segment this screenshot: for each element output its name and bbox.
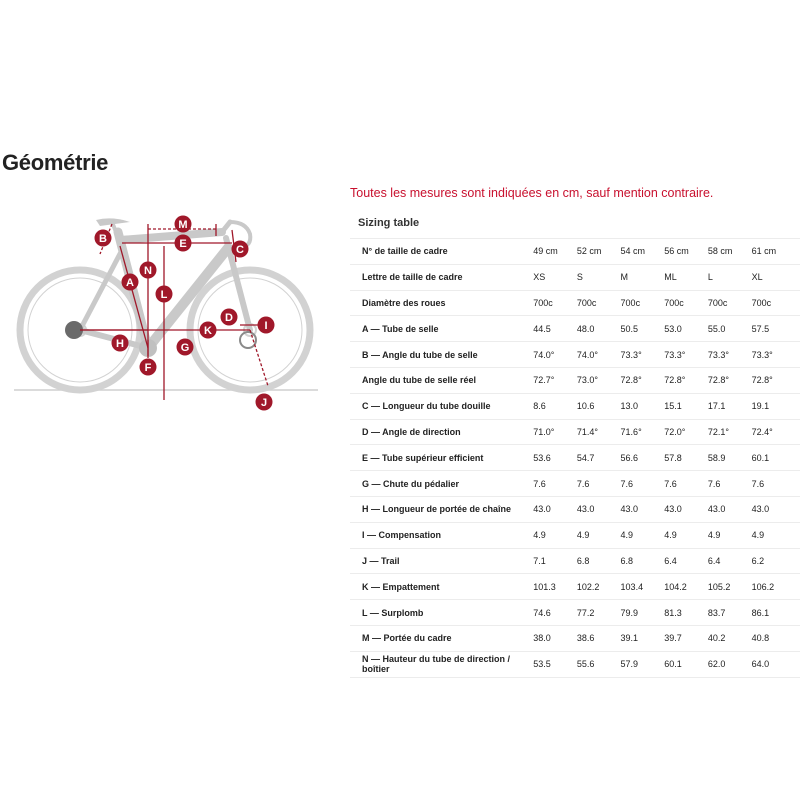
measurement-note: Toutes les mesures sont indiquées en cm, sauf mention contraire. [350, 186, 714, 200]
table-cell: 72.7° [533, 367, 577, 393]
table-cell: 60.1 [664, 651, 708, 677]
table-cell: 7.6 [708, 471, 752, 497]
table-cell: 55.6 [577, 651, 621, 677]
table-cell: 61 cm [752, 239, 800, 265]
table-cell: 72.4° [752, 419, 800, 445]
label-n [140, 262, 157, 279]
table-row [350, 316, 800, 342]
sizing-table [350, 238, 800, 678]
table-cell: 7.6 [577, 471, 621, 497]
table-cell: 103.4 [621, 574, 665, 600]
table-row [350, 393, 800, 419]
table-cell: 60.1 [752, 445, 800, 471]
row-label: Lettre de taille de cadre [350, 264, 533, 290]
table-cell: 43.0 [577, 496, 621, 522]
table-cell: 4.9 [708, 522, 752, 548]
table-cell: 4.9 [621, 522, 665, 548]
table-cell: 71.6° [621, 419, 665, 445]
table-row [350, 625, 800, 651]
table-cell: 700c [664, 290, 708, 316]
table-row [350, 496, 800, 522]
row-label: Diamètre des roues [350, 290, 533, 316]
table-row [350, 290, 800, 316]
table-cell: 106.2 [752, 574, 800, 600]
table-cell: 81.3 [664, 600, 708, 626]
table-cell: 73.0° [577, 367, 621, 393]
table-cell: 53.0 [664, 316, 708, 342]
table-cell: 73.3° [708, 342, 752, 368]
label-f [140, 359, 157, 376]
svg-text:H: H [116, 338, 124, 350]
table-row [350, 239, 800, 265]
table-cell: 6.4 [708, 548, 752, 574]
row-label: D — Angle de direction [350, 419, 533, 445]
row-label: C — Longueur du tube douille [350, 393, 533, 419]
table-cell: 101.3 [533, 574, 577, 600]
table-row [350, 600, 800, 626]
label-c [232, 241, 249, 258]
label-h [112, 335, 129, 352]
bike-geometry-diagram [0, 205, 330, 415]
table-cell: 43.0 [533, 496, 577, 522]
table-cell: 83.7 [708, 600, 752, 626]
table-cell: 53.5 [533, 651, 577, 677]
table-cell: 71.4° [577, 419, 621, 445]
svg-text:I: I [264, 320, 268, 332]
svg-text:M: M [178, 219, 188, 231]
table-cell: S [577, 264, 621, 290]
table-cell: 57.8 [664, 445, 708, 471]
table-cell: ML [664, 264, 708, 290]
table-cell: 54 cm [621, 239, 665, 265]
table-cell: 40.8 [752, 625, 800, 651]
table-cell: 57.5 [752, 316, 800, 342]
table-cell: 43.0 [708, 496, 752, 522]
table-cell: XL [752, 264, 800, 290]
label-k [200, 322, 217, 339]
table-cell: L [708, 264, 752, 290]
table-cell: 39.1 [621, 625, 665, 651]
table-cell: 52 cm [577, 239, 621, 265]
table-cell: 77.2 [577, 600, 621, 626]
table-cell: 4.9 [577, 522, 621, 548]
table-cell: 58.9 [708, 445, 752, 471]
row-label: A — Tube de selle [350, 316, 533, 342]
table-cell: 43.0 [664, 496, 708, 522]
table-cell: 86.1 [752, 600, 800, 626]
table-row [350, 574, 800, 600]
table-cell: 700c [621, 290, 665, 316]
svg-text:C: C [236, 244, 244, 256]
table-cell: 73.3° [752, 342, 800, 368]
page-title: Géométrie [2, 150, 109, 175]
table-cell: 19.1 [752, 393, 800, 419]
svg-text:N: N [144, 265, 152, 277]
table-cell: 104.2 [664, 574, 708, 600]
label-m [175, 216, 192, 233]
table-cell: 4.9 [533, 522, 577, 548]
row-label: G — Chute du pédalier [350, 471, 533, 497]
row-label: Angle du tube de selle réel [350, 367, 533, 393]
table-cell: 7.1 [533, 548, 577, 574]
table-cell: 105.2 [708, 574, 752, 600]
table-cell: 8.6 [533, 393, 577, 419]
row-label: I — Compensation [350, 522, 533, 548]
table-row [350, 264, 800, 290]
table-cell: 72.1° [708, 419, 752, 445]
table-row [350, 419, 800, 445]
table-row [350, 522, 800, 548]
svg-text:A: A [126, 277, 134, 289]
svg-text:F: F [144, 362, 152, 374]
table-cell: 71.0° [533, 419, 577, 445]
table-cell: 7.6 [533, 471, 577, 497]
svg-text:B: B [99, 233, 107, 245]
table-cell: 7.6 [752, 471, 800, 497]
table-cell: 72.8° [621, 367, 665, 393]
table-cell: 44.5 [533, 316, 577, 342]
table-cell: 49 cm [533, 239, 577, 265]
table-row [350, 342, 800, 368]
svg-text:J: J [260, 397, 268, 409]
table-row [350, 445, 800, 471]
label-d [221, 309, 238, 326]
label-e [175, 235, 192, 252]
table-cell: 53.6 [533, 445, 577, 471]
table-cell: M [621, 264, 665, 290]
table-cell: 73.3° [621, 342, 665, 368]
table-cell: 40.2 [708, 625, 752, 651]
table-cell: 74.6 [533, 600, 577, 626]
svg-text:K: K [204, 325, 212, 337]
row-label: K — Empattement [350, 574, 533, 600]
svg-text:L: L [160, 289, 168, 301]
table-cell: 48.0 [577, 316, 621, 342]
table-row [350, 471, 800, 497]
table-cell: 73.3° [664, 342, 708, 368]
table-cell: 57.9 [621, 651, 665, 677]
table-cell: 72.0° [664, 419, 708, 445]
table-cell: 72.8° [752, 367, 800, 393]
row-label: J — Trail [350, 548, 533, 574]
table-cell: 6.8 [621, 548, 665, 574]
table-cell: 700c [577, 290, 621, 316]
table-cell: 55.0 [708, 316, 752, 342]
table-cell: 54.7 [577, 445, 621, 471]
table-cell: XS [533, 264, 577, 290]
table-cell: 15.1 [664, 393, 708, 419]
svg-text:D: D [225, 312, 233, 324]
table-cell: 38.6 [577, 625, 621, 651]
table-cell: 700c [533, 290, 577, 316]
sizing-table-title: Sizing table [358, 217, 420, 229]
table-cell: 79.9 [621, 600, 665, 626]
table-cell: 700c [752, 290, 800, 316]
table-cell: 38.0 [533, 625, 577, 651]
row-label: M — Portée du cadre [350, 625, 533, 651]
table-cell: 7.6 [621, 471, 665, 497]
table-cell: 64.0 [752, 651, 800, 677]
row-label: L — Surplomb [350, 600, 533, 626]
table-cell: 6.8 [577, 548, 621, 574]
table-cell: 13.0 [621, 393, 665, 419]
table-cell: 58 cm [708, 239, 752, 265]
table-cell: 4.9 [752, 522, 800, 548]
row-label: B — Angle du tube de selle [350, 342, 533, 368]
row-label: N — Hauteur du tube de direction / boîtier [350, 651, 533, 677]
label-i [258, 317, 275, 334]
table-cell: 43.0 [621, 496, 665, 522]
table-cell: 74.0° [577, 342, 621, 368]
table-cell: 56.6 [621, 445, 665, 471]
table-cell: 17.1 [708, 393, 752, 419]
table-cell: 700c [708, 290, 752, 316]
table-cell: 7.6 [664, 471, 708, 497]
table-cell: 62.0 [708, 651, 752, 677]
svg-text:G: G [180, 342, 190, 354]
label-b [95, 230, 112, 247]
table-cell: 10.6 [577, 393, 621, 419]
label-l [156, 286, 173, 303]
table-cell: 4.9 [664, 522, 708, 548]
table-row [350, 367, 800, 393]
label-a [122, 274, 139, 291]
table-row [350, 651, 800, 677]
table-cell: 102.2 [577, 574, 621, 600]
row-label: N° de taille de cadre [350, 239, 533, 265]
label-g [177, 339, 194, 356]
table-cell: 72.8° [664, 367, 708, 393]
table-cell: 74.0° [533, 342, 577, 368]
svg-text:E: E [179, 238, 187, 250]
table-cell: 6.4 [664, 548, 708, 574]
label-j [256, 394, 273, 411]
row-label: E — Tube supérieur efficient [350, 445, 533, 471]
table-cell: 72.8° [708, 367, 752, 393]
row-label: H — Longueur de portée de chaîne [350, 496, 533, 522]
table-cell: 56 cm [664, 239, 708, 265]
table-cell: 6.2 [752, 548, 800, 574]
table-row [350, 548, 800, 574]
table-cell: 39.7 [664, 625, 708, 651]
table-cell: 50.5 [621, 316, 665, 342]
table-cell: 43.0 [752, 496, 800, 522]
